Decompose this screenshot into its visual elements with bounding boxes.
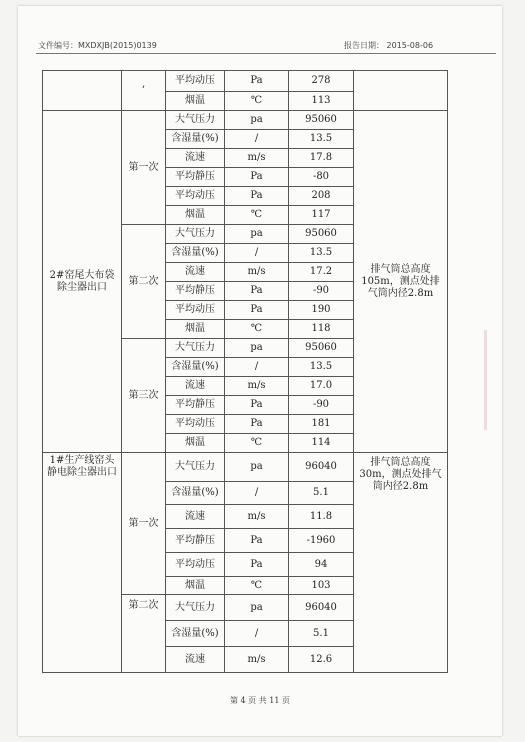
value-cell: -90 xyxy=(289,396,354,415)
unit-cell: Pa xyxy=(225,187,289,206)
page-number: 第 4 页 共 11 页 xyxy=(230,696,290,705)
unit-cell: pa xyxy=(225,453,289,482)
param-cell: 含湿量(%) xyxy=(166,358,225,377)
param-cell: 大气压力 xyxy=(166,453,225,482)
table-row xyxy=(43,453,448,482)
unit-cell: Pa xyxy=(225,396,289,415)
unit-cell: Pa xyxy=(225,168,289,187)
value-cell: 11.8 xyxy=(289,505,354,529)
param-cell: 含湿量(%) xyxy=(166,482,225,505)
unit-cell: ℃ xyxy=(225,577,289,595)
location-cell: 2#窑尾大布袋除尘器出口 xyxy=(43,111,122,453)
param-cell: 平均静压 xyxy=(166,529,225,553)
param-cell: 流速 xyxy=(166,505,225,529)
unit-cell: Pa xyxy=(225,71,289,92)
param-cell: 平均动压 xyxy=(166,415,225,434)
note-cell-cont xyxy=(354,71,448,111)
unit-cell: Pa xyxy=(225,415,289,434)
unit-cell: m/s xyxy=(225,149,289,168)
value-cell: 181 xyxy=(289,415,354,434)
param-cell: 含湿量(%) xyxy=(166,244,225,263)
value-cell: 95060 xyxy=(289,339,354,358)
param-cell: 烟温 xyxy=(166,577,225,595)
file-number: 文件编号：MXDXJB(2015)0139 xyxy=(38,41,157,50)
value-cell: 118 xyxy=(289,320,354,339)
unit-cell: m/s xyxy=(225,263,289,282)
unit-cell: / xyxy=(225,130,289,149)
param-cell: 烟温 xyxy=(166,320,225,339)
unit-cell: Pa xyxy=(225,529,289,553)
param-cell: 大气压力 xyxy=(166,225,225,244)
unit-cell: m/s xyxy=(225,647,289,673)
value-cell: 96040 xyxy=(289,595,354,621)
value-cell: 95060 xyxy=(289,111,354,130)
param-cell: 平均静压 xyxy=(166,396,225,415)
param-cell: 大气压力 xyxy=(166,111,225,130)
location-cell-cont xyxy=(43,71,122,111)
value-cell: 117 xyxy=(289,206,354,225)
run-label: 第一次 xyxy=(122,111,166,225)
unit-cell: pa xyxy=(225,339,289,358)
unit-cell: Pa xyxy=(225,301,289,320)
param-cell: 平均动压 xyxy=(166,71,225,92)
note-cell: 排气筒总高度105m，测点处排气筒内径2.8m xyxy=(354,111,448,453)
scan-artifact xyxy=(484,330,487,430)
unit-cell: pa xyxy=(225,595,289,621)
param-cell: 烟温 xyxy=(166,92,225,111)
table-row xyxy=(43,111,448,130)
value-cell: 278 xyxy=(289,71,354,92)
value-cell: 12.6 xyxy=(289,647,354,673)
unit-cell: Pa xyxy=(225,282,289,301)
value-cell: 103 xyxy=(289,577,354,595)
unit-cell: ℃ xyxy=(225,92,289,111)
value-cell: 17.2 xyxy=(289,263,354,282)
param-cell: 含湿量(%) xyxy=(166,621,225,647)
run-label: 第三次 xyxy=(122,339,166,453)
measurement-table xyxy=(42,70,448,673)
param-cell: 大气压力 xyxy=(166,339,225,358)
run-label: 第二次 xyxy=(122,225,166,339)
unit-cell: m/s xyxy=(225,505,289,529)
value-cell: 95060 xyxy=(289,225,354,244)
param-cell: 平均动压 xyxy=(166,187,225,206)
value-cell: -90 xyxy=(289,282,354,301)
value-cell: -1960 xyxy=(289,529,354,553)
value-cell: 114 xyxy=(289,434,354,453)
unit-cell: ℃ xyxy=(225,320,289,339)
unit-cell: / xyxy=(225,482,289,505)
value-cell: 113 xyxy=(289,92,354,111)
param-cell: 流速 xyxy=(166,647,225,673)
param-cell: 烟温 xyxy=(166,206,225,225)
value-cell: 96040 xyxy=(289,453,354,482)
document-page xyxy=(18,6,502,736)
param-cell: 流速 xyxy=(166,377,225,396)
param-cell: 平均静压 xyxy=(166,282,225,301)
param-cell: 含湿量(%) xyxy=(166,130,225,149)
note-cell: 排气筒总高度30m，测点处排气筒内径2.8m xyxy=(354,453,448,673)
run-label: 第一次 xyxy=(122,453,166,595)
param-cell: 烟温 xyxy=(166,434,225,453)
value-cell: 94 xyxy=(289,553,354,577)
value-cell: 13.5 xyxy=(289,130,354,149)
run-cell-cont: ’ xyxy=(122,71,166,111)
unit-cell: ℃ xyxy=(225,434,289,453)
run-label: 第二次 xyxy=(122,595,166,673)
unit-cell: Pa xyxy=(225,553,289,577)
value-cell: 13.5 xyxy=(289,244,354,263)
value-cell: 5.1 xyxy=(289,482,354,505)
unit-cell: / xyxy=(225,358,289,377)
unit-cell: m/s xyxy=(225,377,289,396)
report-date: 报告日期： 2015-08-06 xyxy=(344,41,434,50)
value-cell: 208 xyxy=(289,187,354,206)
unit-cell: / xyxy=(225,244,289,263)
unit-cell: / xyxy=(225,621,289,647)
location-cell: 1#生产线窑头静电除尘器出口 xyxy=(43,453,122,673)
param-cell: 平均动压 xyxy=(166,553,225,577)
value-cell: 5.1 xyxy=(289,621,354,647)
header-divider xyxy=(36,53,496,54)
unit-cell: pa xyxy=(225,225,289,244)
param-cell: 平均静压 xyxy=(166,168,225,187)
value-cell: 13.5 xyxy=(289,358,354,377)
param-cell: 流速 xyxy=(166,149,225,168)
value-cell: -80 xyxy=(289,168,354,187)
unit-cell: ℃ xyxy=(225,206,289,225)
value-cell: 17.8 xyxy=(289,149,354,168)
param-cell: 流速 xyxy=(166,263,225,282)
table-row xyxy=(43,71,448,92)
value-cell: 190 xyxy=(289,301,354,320)
param-cell: 平均动压 xyxy=(166,301,225,320)
value-cell: 17.0 xyxy=(289,377,354,396)
unit-cell: pa xyxy=(225,111,289,130)
param-cell: 大气压力 xyxy=(166,595,225,621)
